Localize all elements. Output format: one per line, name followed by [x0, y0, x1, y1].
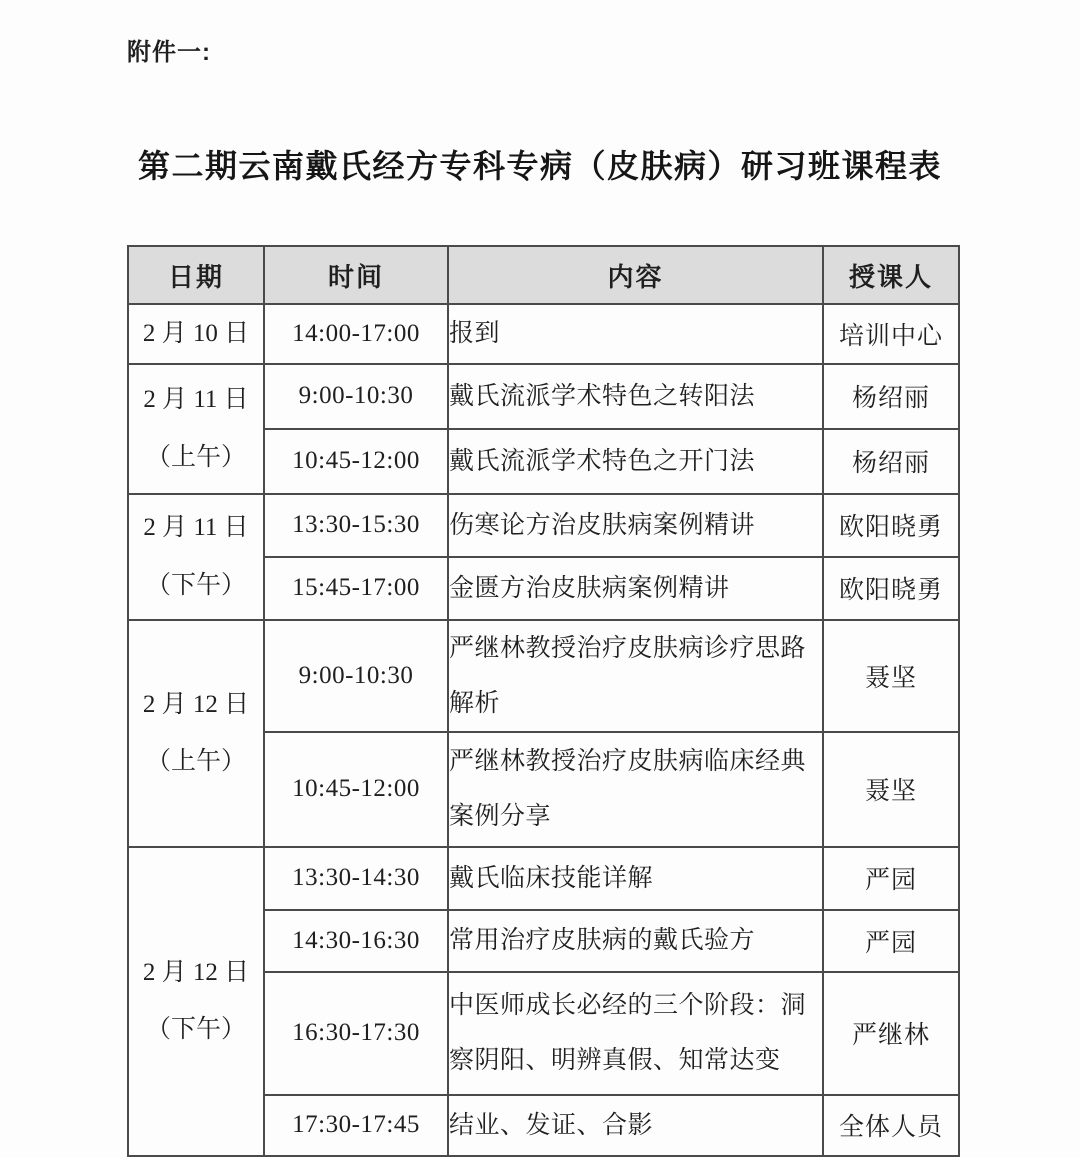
content-cell: 金匮方治皮肤病案例精讲 — [448, 557, 823, 620]
content-cell: 戴氏临床技能详解 — [448, 847, 823, 910]
lecturer-cell: 聂坚 — [823, 732, 959, 847]
lecturer-cell: 全体人员 — [823, 1095, 959, 1157]
time-cell: 17:30-17:45 — [264, 1095, 448, 1157]
header-time: 时间 — [264, 246, 448, 304]
table-row — [128, 620, 959, 732]
lecturer-cell: 聂坚 — [823, 620, 959, 732]
attachment-label: 附件一: — [127, 39, 211, 66]
time-cell: 14:30-16:30 — [264, 910, 448, 972]
date-line: （上午） — [145, 748, 246, 775]
lecturer-cell: 培训中心 — [823, 304, 959, 364]
content-cell: 戴氏流派学术特色之开门法 — [448, 429, 823, 494]
header-date: 日期 — [128, 246, 264, 304]
content-cell: 结业、发证、合影 — [448, 1095, 823, 1157]
date-line: （下午） — [145, 1016, 246, 1044]
time-cell: 10:45-12:00 — [264, 429, 448, 494]
header-lecturer: 授课人 — [823, 246, 959, 304]
table-row — [128, 304, 959, 364]
table-row — [128, 494, 959, 557]
lecturer-cell: 严园 — [823, 847, 959, 910]
page-title: 第二期云南戴氏经方专科专病（皮肤病）研习班课程表 — [137, 148, 942, 184]
time-cell: 15:45-17:00 — [264, 557, 448, 620]
date-line: （上午） — [145, 443, 246, 471]
content-cell: 常用治疗皮肤病的戴氏验方 — [448, 910, 823, 972]
time-cell: 9:00-10:30 — [264, 620, 448, 732]
time-cell: 10:45-12:00 — [264, 732, 448, 847]
lecturer-cell: 严园 — [823, 910, 959, 972]
table-row — [128, 364, 959, 429]
content-cell: 报到 — [448, 304, 823, 364]
content-cell: 中医师成长必经的三个阶段：洞察阴阳、明辨真假、知常达变 — [448, 972, 823, 1095]
date-line: 2 月 11 日 — [143, 514, 249, 541]
schedule-table — [127, 245, 960, 1157]
content-cell: 严继林教授治疗皮肤病诊疗思路解析 — [448, 620, 823, 732]
header-content: 内容 — [448, 246, 823, 304]
time-cell: 16:30-17:30 — [264, 972, 448, 1095]
time-cell: 13:30-14:30 — [264, 847, 448, 910]
date-line: 2 月 10 日 — [142, 320, 250, 347]
lecturer-cell: 严继林 — [823, 972, 959, 1095]
lecturer-cell: 欧阳晓勇 — [823, 557, 959, 620]
table-row — [128, 847, 959, 910]
date-cell — [128, 494, 264, 620]
date-cell — [128, 364, 264, 494]
lecturer-cell: 杨绍丽 — [823, 429, 959, 494]
time-cell: 9:00-10:30 — [264, 364, 448, 429]
content-cell: 戴氏流派学术特色之转阳法 — [448, 364, 823, 429]
date-cell — [128, 620, 264, 847]
date-line: 2 月 11 日 — [143, 386, 249, 413]
time-cell: 13:30-15:30 — [264, 494, 448, 557]
date-line: 2 月 12 日 — [142, 958, 250, 986]
header-row — [128, 246, 959, 304]
time-cell: 14:00-17:00 — [264, 304, 448, 364]
lecturer-cell: 杨绍丽 — [823, 364, 959, 429]
date-cell — [128, 847, 264, 1157]
date-line: （下午） — [145, 571, 246, 599]
content-cell: 伤寒论方治皮肤病案例精讲 — [448, 494, 823, 557]
date-cell — [128, 304, 264, 364]
content-cell: 严继林教授治疗皮肤病临床经典案例分享 — [448, 732, 823, 847]
date-line: 2 月 12 日 — [142, 690, 250, 718]
lecturer-cell: 欧阳晓勇 — [823, 494, 959, 557]
